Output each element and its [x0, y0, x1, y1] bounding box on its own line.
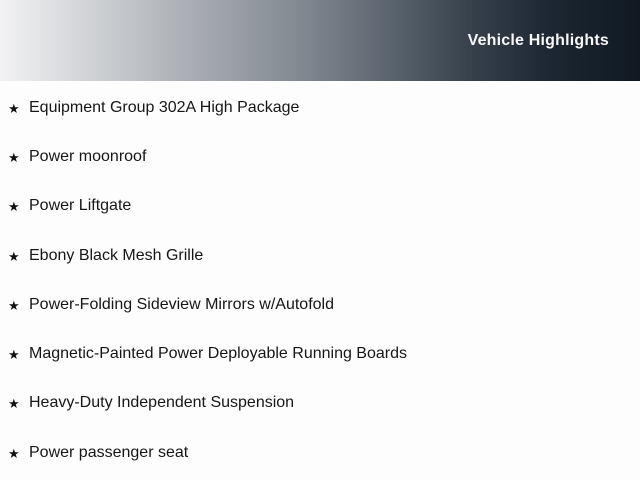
- list-item-label: Equipment Group 302A High Package: [29, 98, 300, 116]
- list-item: [8, 329, 640, 378]
- star-icon: ★: [8, 445, 20, 461]
- star-icon: ★: [8, 100, 20, 116]
- list-item-label: Power passenger seat: [29, 443, 189, 461]
- list-item: [8, 280, 640, 329]
- list-item-label: Power-Folding Sideview Mirrors w/Autofold: [29, 295, 334, 313]
- list-item-label: Heavy-Duty Independent Suspension: [29, 394, 295, 412]
- page-title: Vehicle Highlights: [467, 31, 609, 49]
- list-item: [8, 182, 640, 231]
- list-item: [8, 132, 640, 181]
- list-item-label: Power moonroof: [29, 147, 147, 165]
- star-icon: ★: [8, 396, 20, 412]
- list-item: [8, 231, 640, 280]
- list-item: [8, 428, 640, 477]
- list-item-label: Ebony Black Mesh Grille: [29, 246, 204, 264]
- star-icon: ★: [8, 149, 20, 165]
- list-item: [8, 83, 640, 132]
- vehicle-highlights-header: [0, 0, 640, 81]
- list-item: [8, 379, 640, 428]
- list-item-label: Power Liftgate: [29, 197, 132, 215]
- star-icon: ★: [8, 248, 20, 264]
- highlights-list: [0, 81, 640, 477]
- star-icon: ★: [8, 347, 20, 363]
- star-icon: ★: [8, 297, 20, 313]
- list-item-label: Magnetic-Painted Power Deployable Running Boards: [29, 345, 407, 363]
- star-icon: ★: [8, 199, 20, 215]
